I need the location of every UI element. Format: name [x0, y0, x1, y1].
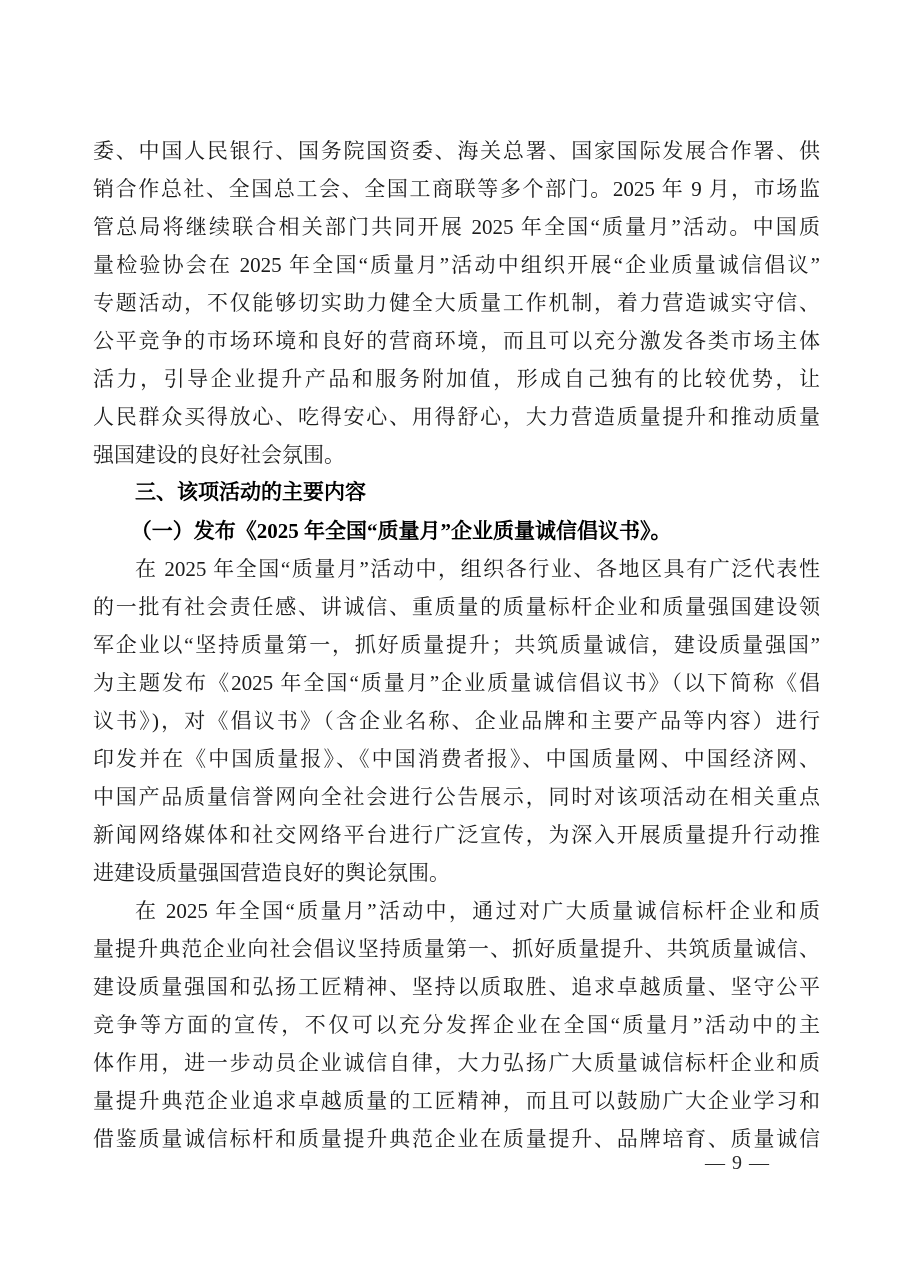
- text-line: 在 2025 年全国“质量月”活动中，通过对广大质量诚信标杆企业和质: [135, 899, 820, 923]
- page-number: — 9 —: [705, 1152, 770, 1174]
- subsection-heading-3-1: （一）发布《2025 年全国“质量月”企业质量诚信倡议书》。: [130, 519, 672, 543]
- text-line: 体作用，进一步动员企业诚信自律，大力弘扬广大质量诚信标杆企业和质: [93, 1051, 820, 1075]
- text-line: 销合作总社、全国总工会、全国工商联等多个部门。2025 年 9 月，市场监: [93, 177, 820, 201]
- text-line: 印发并在《中国质量报》、《中国消费者报》、中国质量网、中国经济网、: [93, 747, 820, 771]
- section-heading-3: 三、该项活动的主要内容: [135, 481, 366, 504]
- text-line: 建设质量强国和弘扬工匠精神、坚持以质取胜、追求卓越质量、坚守公平: [93, 975, 820, 999]
- text-line: 在 2025 年全国“质量月”活动中，组织各行业、各地区具有广泛代表性: [135, 557, 820, 581]
- text-line: 强国建设的良好社会氛围。: [93, 443, 345, 467]
- text-line: 竞争等方面的宣传，不仅可以充分发挥企业在全国“质量月”活动中的主: [93, 1013, 820, 1037]
- text-line: 的一批有社会责任感、讲诚信、重质量的质量标杆企业和质量强国建设领: [93, 595, 820, 619]
- text-line: 新闻网络媒体和社交网络平台进行广泛宣传，为深入开展质量提升行动推: [93, 823, 820, 847]
- text-line: 公平竞争的市场环境和良好的营商环境，而且可以充分激发各类市场主体: [93, 329, 820, 353]
- text-line: 活力，引导企业提升产品和服务附加值，形成自己独有的比较优势，让: [93, 367, 820, 391]
- text-line: 量提升典范企业向社会倡议坚持质量第一、抓好质量提升、共筑质量诚信、: [93, 937, 820, 961]
- text-line: 军企业以“坚持质量第一，抓好质量提升；共筑质量诚信，建设质量强国”: [93, 633, 820, 657]
- text-line: 专题活动，不仅能够切实助力健全大质量工作机制，着力营造诚实守信、: [93, 291, 820, 315]
- text-line: 管总局将继续联合相关部门共同开展 2025 年全国“质量月”活动。中国质: [93, 215, 820, 239]
- text-line: 为主题发布《2025 年全国“质量月”企业质量诚信倡议书》（以下简称《倡: [93, 671, 820, 695]
- text-line: 进建设质量强国营造良好的舆论氛围。: [93, 861, 450, 885]
- text-line: 中国产品质量信誉网向全社会进行公告展示，同时对该项活动在相关重点: [93, 785, 820, 809]
- text-line: 量提升典范企业追求卓越质量的工匠精神，而且可以鼓励广大企业学习和: [93, 1089, 820, 1113]
- text-line: 借鉴质量诚信标杆和质量提升典范企业在质量提升、品牌培育、质量诚信: [93, 1127, 820, 1151]
- text-line: 委、中国人民银行、国务院国资委、海关总署、国家国际发展合作署、供: [93, 139, 820, 163]
- document-body: [93, 132, 820, 1158]
- text-line: 人民群众买得放心、吃得安心、用得舒心，大力营造质量提升和推动质量: [93, 405, 820, 429]
- text-line: 议书》)，对《倡议书》（含企业名称、企业品牌和主要产品等内容）进行: [93, 709, 820, 733]
- text-line: 量检验协会在 2025 年全国“质量月”活动中组织开展“企业质量诚信倡议”: [93, 253, 820, 277]
